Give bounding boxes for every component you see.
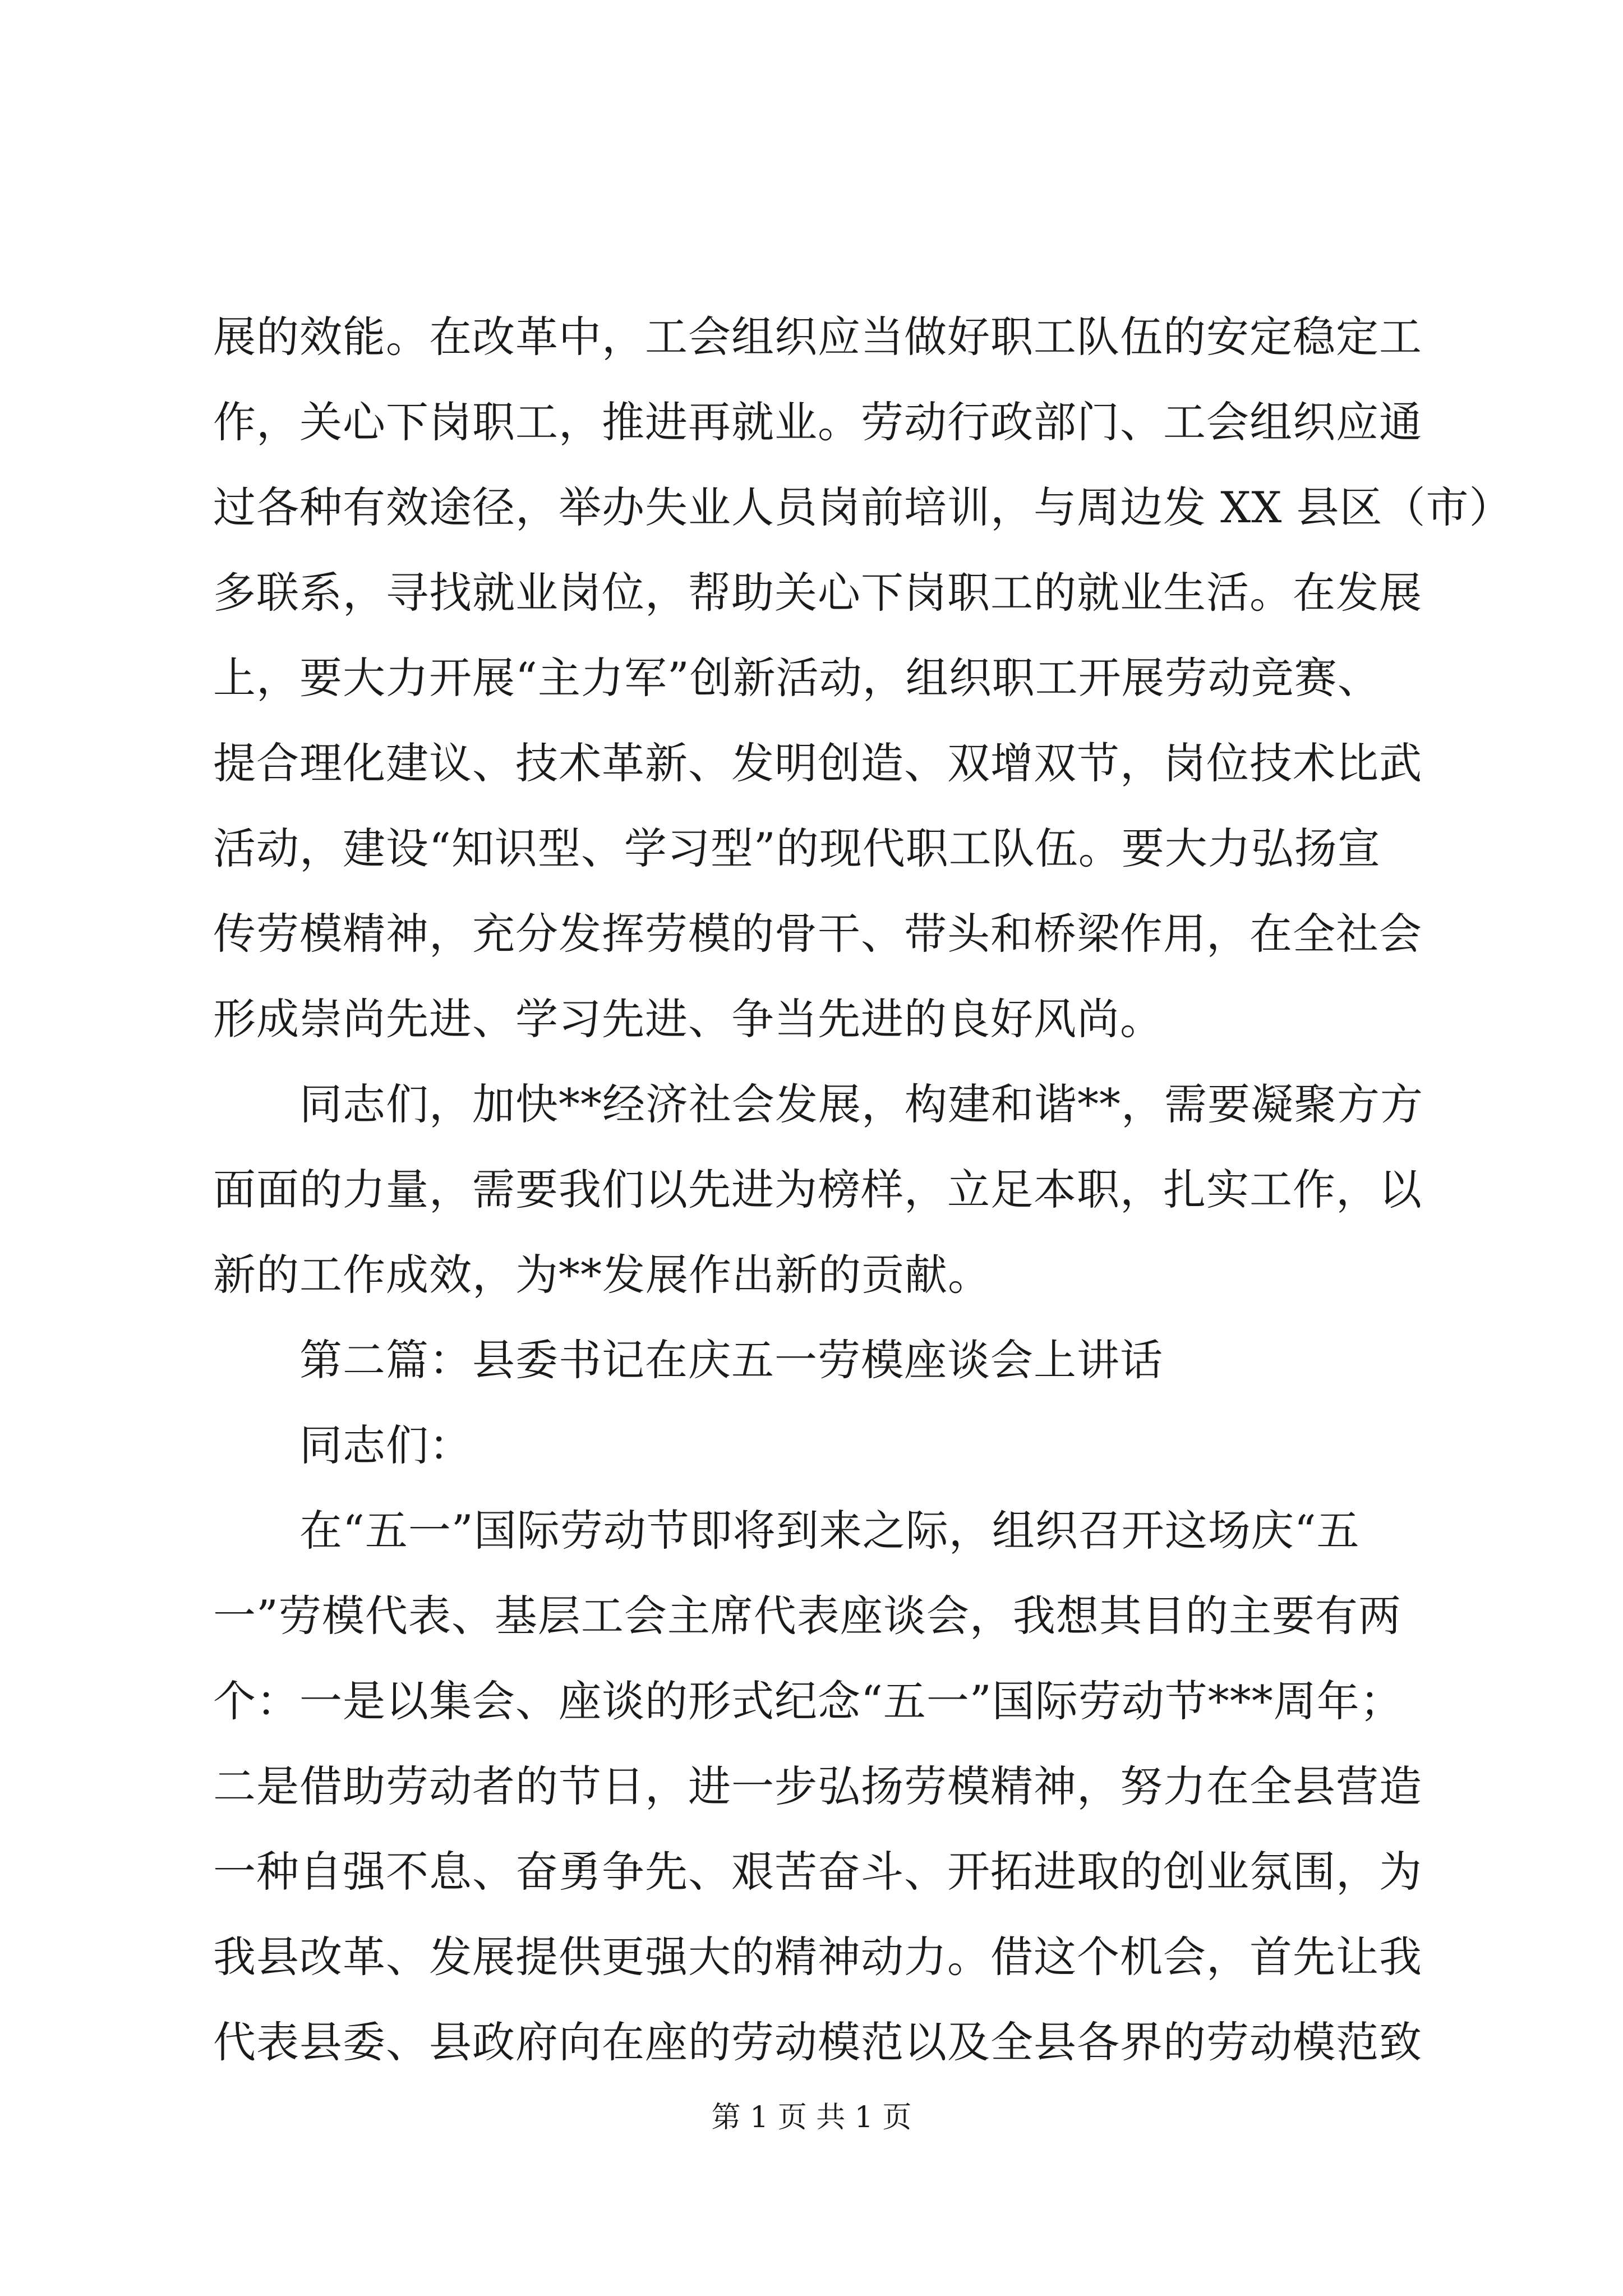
text-line: 新的工作成效，为**发展作出新的贡献。 bbox=[213, 1250, 991, 1300]
text-line: 面面的力量，需要我们以先进为榜样，立足本职，扎实工作，以 bbox=[213, 1165, 1422, 1214]
text-line: 形成崇尚先进、学习先进、争当先进的良好风尚。 bbox=[213, 994, 1163, 1044]
text-line: 二是借助劳动者的节日，进一步弘扬劳模精神，努力在全县营造 bbox=[213, 1761, 1422, 1811]
section-heading: 第二篇：县委书记在庆五一劳模座谈会上讲话 bbox=[213, 1335, 1163, 1385]
document-body bbox=[213, 295, 1513, 2085]
text-line: 一种自强不息、奋勇争先、艰苦奋斗、开拓进取的创业氛围，为 bbox=[213, 1847, 1422, 1897]
text-line: 同志们，加快**经济社会发展，构建和谐**，需要凝聚方方 bbox=[213, 1079, 1423, 1129]
text-line: 一”劳模代表、基层工会主席代表座谈会，我想其目的主要有两 bbox=[213, 1591, 1401, 1641]
text-line: 个：一是以集会、座谈的形式纪念“五一”国际劳动节***周年； bbox=[213, 1676, 1403, 1726]
text-line: 代表县委、县政府向在座的劳动模范以及全县各界的劳动模范致 bbox=[213, 2017, 1422, 2067]
text-line: 过各种有效途径，举办失业人员岗前培训，与周边发 XX 县区（市） bbox=[213, 482, 1513, 532]
page-footer bbox=[0, 2101, 1623, 2134]
text-line: 我县改革、发展提供更强大的精神动力。借这个机会，首先让我 bbox=[213, 1932, 1422, 1982]
text-line: 传劳模精神，充分发挥劳模的骨干、带头和桥梁作用，在全社会 bbox=[213, 909, 1422, 959]
text-line: 在“五一”国际劳动节即将到来之际，组织召开这场庆“五 bbox=[213, 1506, 1360, 1556]
text-line: 展的效能。在改革中，工会组织应当做好职工队伍的安定稳定工 bbox=[213, 312, 1422, 362]
text-line: 作，关心下岗职工，推进再就业。劳动行政部门、工会组织应通 bbox=[213, 397, 1422, 447]
text-line: 活动，建设“知识型、学习型”的现代职工队伍。要大力弘扬宣 bbox=[213, 823, 1381, 873]
page-number: 第 1 页 共 1 页 bbox=[711, 2101, 912, 2134]
text-line: 提合理化建议、技术革新、发明创造、双增双节，岗位技术比武 bbox=[213, 738, 1422, 788]
salutation: 同志们： bbox=[213, 1420, 472, 1470]
text-line: 多联系，寻找就业岗位，帮助关心下岗职工的就业生活。在发展 bbox=[213, 568, 1422, 618]
text-line: 上，要大力开展“主力军”创新活动，组织职工开展劳动竞赛、 bbox=[213, 653, 1381, 703]
